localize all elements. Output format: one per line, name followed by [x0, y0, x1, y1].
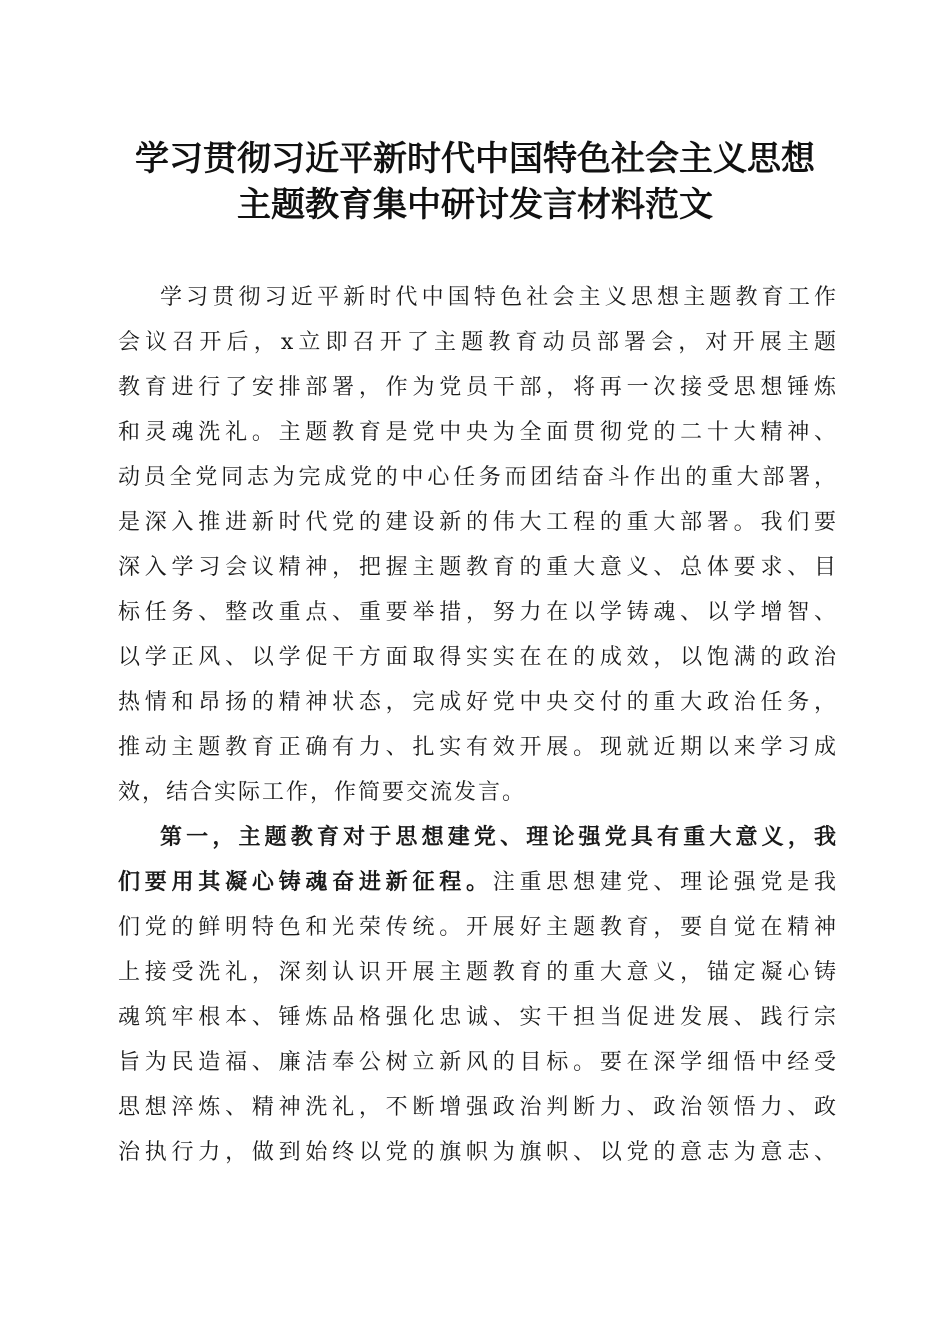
- title-line-2: 主题教育集中研讨发言材料范文: [237, 185, 713, 225]
- paragraph-line: 思想淬炼、精神洗礼，不断增强政治判断力、政治领悟力、政: [118, 1095, 838, 1120]
- paragraph-line: 学习贯彻习近平新时代中国特色社会主义思想主题教育工作: [160, 285, 838, 310]
- title-line-1: 学习贯彻习近平新时代中国特色社会主义思想: [135, 139, 815, 179]
- paragraph-line: 魂筑牢根本、锤炼品格强化忠诚、实干担当促进发展、践行宗: [118, 1005, 838, 1030]
- paragraph-line: 会议召开后，x立即召开了主题教育动员部署会，对开展主题: [118, 330, 838, 355]
- paragraph-line: 治执行力，做到始终以党的旗帜为旗帜、以党的意志为意志、: [118, 1140, 838, 1165]
- paragraph-line: 效，结合实际工作，作简要交流发言。: [118, 780, 527, 805]
- paragraph-line: 上接受洗礼，深刻认识开展主题教育的重大意义，锚定凝心铸: [118, 960, 838, 985]
- paragraph-line: 教育进行了安排部署，作为党员干部，将再一次接受思想锤炼: [118, 375, 838, 400]
- paragraph-line: 标任务、整改重点、重要举措，努力在以学铸魂、以学增智、: [118, 600, 838, 625]
- paragraph-line: 热情和昂扬的精神状态，完成好党中央交付的重大政治任务，: [118, 690, 838, 715]
- paragraph-1: [118, 275, 838, 815]
- paragraph-2: [118, 815, 838, 1175]
- paragraph-heading-line: 第一，主题教育对于思想建党、理论强党具有重大意义，我: [160, 824, 838, 850]
- paragraph-line: 推动主题教育正确有力、扎实有效开展。现就近期以来学习成: [118, 735, 838, 760]
- paragraph-line: 以学正风、以学促干方面取得实实在在的成效，以饱满的政治: [118, 645, 838, 670]
- paragraph-line: 和灵魂洗礼。主题教育是党中央为全面贯彻党的二十大精神、: [118, 420, 838, 445]
- paragraph-line: 深入学习会议精神，把握主题教育的重大意义、总体要求、目: [118, 555, 838, 580]
- paragraph-line-rest: 注重思想建党、理论强党是我: [492, 870, 838, 895]
- paragraph-line-mixed: [118, 860, 838, 905]
- paragraph-line: 是深入推进新时代党的建设新的伟大工程的重大部署。我们要: [118, 510, 838, 535]
- document-title: [0, 136, 950, 228]
- paragraph-line: 们党的鲜明特色和光荣传统。开展好主题教育，要自觉在精神: [118, 915, 838, 940]
- paragraph-line: 动员全党同志为完成党的中心任务而团结奋斗作出的重大部署，: [118, 465, 838, 490]
- paragraph-line: 旨为民造福、廉洁奉公树立新风的目标。要在深学细悟中经受: [118, 1050, 838, 1075]
- document-body: [118, 275, 838, 1175]
- paragraph-heading-tail: 们要用其凝心铸魂奋进新征程。: [118, 869, 493, 895]
